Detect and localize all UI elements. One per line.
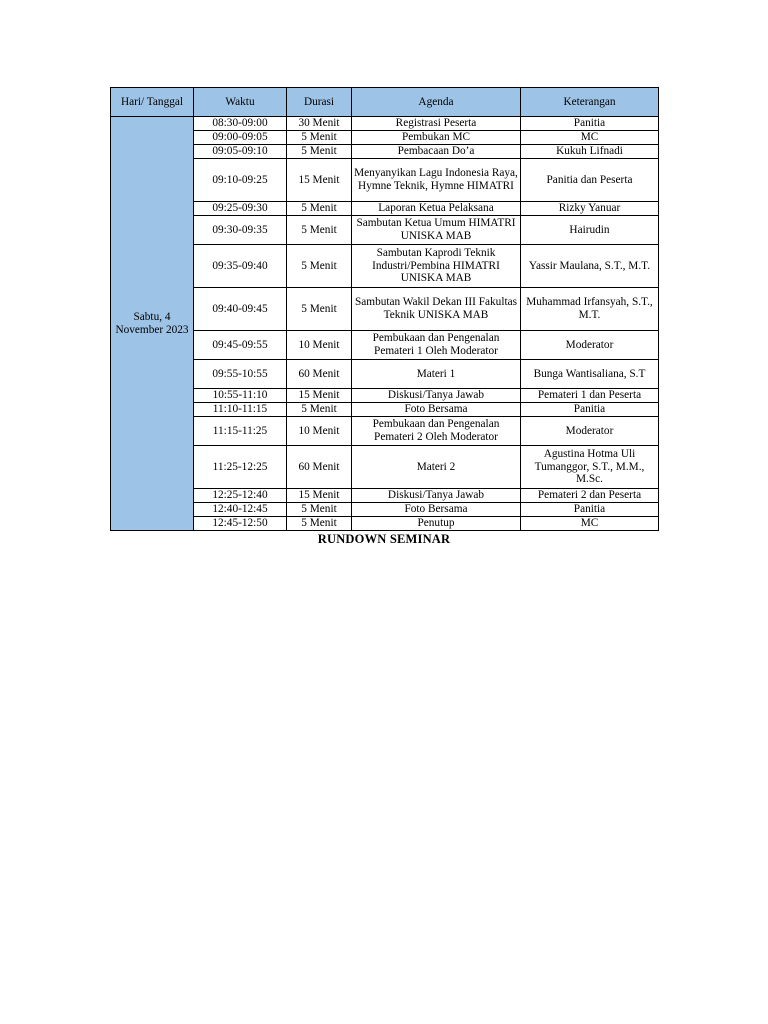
document-title: RUNDOWN SEMINAR xyxy=(317,532,451,546)
cell-waktu: 09:40-09:45 xyxy=(194,288,287,331)
header-hari-tanggal: Hari/ Tanggal xyxy=(111,88,194,117)
cell-waktu: 12:45-12:50 xyxy=(194,517,287,531)
cell-keterangan: Bunga Wantisaliana, S.T xyxy=(521,360,659,389)
cell-waktu: 10:55-11:10 xyxy=(194,389,287,403)
cell-durasi: 5 Menit xyxy=(287,216,352,245)
table-row xyxy=(111,517,659,531)
cell-waktu: 08:30-09:00 xyxy=(194,117,287,131)
cell-waktu: 09:45-09:55 xyxy=(194,331,287,360)
table-row xyxy=(111,131,659,145)
cell-waktu: 09:05-09:10 xyxy=(194,145,287,159)
cell-durasi: 60 Menit xyxy=(287,360,352,389)
table-row xyxy=(111,202,659,216)
cell-durasi: 15 Menit xyxy=(287,489,352,503)
cell-agenda: Pembacaan Do’a xyxy=(352,145,521,159)
cell-agenda: Sambutan Ketua Umum HIMATRI UNISKA MAB xyxy=(352,216,521,245)
cell-durasi: 5 Menit xyxy=(287,403,352,417)
cell-agenda: Materi 1 xyxy=(352,360,521,389)
cell-agenda: Laporan Ketua Pelaksana xyxy=(352,202,521,216)
table-row xyxy=(111,417,659,446)
cell-durasi: 5 Menit xyxy=(287,131,352,145)
cell-agenda: Diskusi/Tanya Jawab xyxy=(352,489,521,503)
cell-waktu: 12:40-12:45 xyxy=(194,503,287,517)
cell-agenda: Diskusi/Tanya Jawab xyxy=(352,389,521,403)
cell-waktu: 11:10-11:15 xyxy=(194,403,287,417)
cell-agenda: Sambutan Wakil Dekan III Fakultas Teknik UNISKA MAB xyxy=(352,288,521,331)
cell-keterangan: Panitia xyxy=(521,403,659,417)
table-row xyxy=(111,331,659,360)
cell-keterangan: Kukuh Lifnadi xyxy=(521,145,659,159)
cell-keterangan: Pemateri 1 dan Peserta xyxy=(521,389,659,403)
cell-agenda: Materi 2 xyxy=(352,446,521,489)
table-row xyxy=(111,389,659,403)
cell-keterangan: Panitia dan Peserta xyxy=(521,159,659,202)
table-row xyxy=(111,489,659,503)
cell-agenda: Penutup xyxy=(352,517,521,531)
cell-durasi: 60 Menit xyxy=(287,446,352,489)
cell-durasi: 10 Menit xyxy=(287,331,352,360)
date-text: Sabtu, 4 November 2023 xyxy=(115,310,189,336)
cell-keterangan: Panitia xyxy=(521,117,659,131)
cell-waktu: 09:10-09:25 xyxy=(194,159,287,202)
cell-keterangan: Panitia xyxy=(521,503,659,517)
table-row xyxy=(111,403,659,417)
cell-durasi: 5 Menit xyxy=(287,145,352,159)
cell-waktu: 09:25-09:30 xyxy=(194,202,287,216)
cell-keterangan: MC xyxy=(521,131,659,145)
cell-waktu: 09:30-09:35 xyxy=(194,216,287,245)
cell-agenda: Foto Bersama xyxy=(352,403,521,417)
cell-agenda: Menyanyikan Lagu Indonesia Raya, Hymne Teknik, Hymne HIMATRI xyxy=(352,159,521,202)
cell-waktu: 11:25-12:25 xyxy=(194,446,287,489)
cell-agenda: Foto Bersama xyxy=(352,503,521,517)
table-row xyxy=(111,288,659,331)
header-keterangan: Keterangan xyxy=(521,88,659,117)
cell-agenda: Pembukaan dan Pengenalan Pemateri 2 Oleh Moderator xyxy=(352,417,521,446)
cell-agenda: Registrasi Peserta xyxy=(352,117,521,131)
cell-agenda: Pembukan MC xyxy=(352,131,521,145)
cell-keterangan: Yassir Maulana, S.T., M.T. xyxy=(521,245,659,288)
table-row xyxy=(111,360,659,389)
header-durasi: Durasi xyxy=(287,88,352,117)
cell-durasi: 10 Menit xyxy=(287,417,352,446)
table-row xyxy=(111,503,659,517)
document-page xyxy=(110,87,658,547)
cell-waktu: 11:15-11:25 xyxy=(194,417,287,446)
cell-waktu: 09:00-09:05 xyxy=(194,131,287,145)
cell-keterangan: Rizky Yanuar xyxy=(521,202,659,216)
cell-keterangan: MC xyxy=(521,517,659,531)
cell-durasi: 5 Menit xyxy=(287,288,352,331)
cell-durasi: 5 Menit xyxy=(287,503,352,517)
table-row xyxy=(111,117,659,131)
table-row xyxy=(111,159,659,202)
table-row xyxy=(111,245,659,288)
cell-keterangan: Moderator xyxy=(521,331,659,360)
rundown-table xyxy=(110,87,659,531)
table-row xyxy=(111,446,659,489)
cell-keterangan: Agustina Hotma Uli Tumanggor, S.T., M.M., M.Sc. xyxy=(521,446,659,489)
table-body xyxy=(111,117,659,531)
header-agenda: Agenda xyxy=(352,88,521,117)
cell-agenda: Sambutan Kaprodi Teknik Industri/Pembina HIMATRI UNISKA MAB xyxy=(352,245,521,288)
table-header-row xyxy=(111,88,659,117)
table-row xyxy=(111,145,659,159)
cell-durasi: 5 Menit xyxy=(287,517,352,531)
date-cell xyxy=(111,117,194,531)
cell-waktu: 12:25-12:40 xyxy=(194,489,287,503)
cell-durasi: 5 Menit xyxy=(287,202,352,216)
cell-agenda: Pembukaan dan Pengenalan Pemateri 1 Oleh Moderator xyxy=(352,331,521,360)
cell-keterangan: Hairudin xyxy=(521,216,659,245)
cell-durasi: 30 Menit xyxy=(287,117,352,131)
cell-keterangan: Moderator xyxy=(521,417,659,446)
cell-waktu: 09:55-10:55 xyxy=(194,360,287,389)
table-row xyxy=(111,216,659,245)
cell-durasi: 15 Menit xyxy=(287,159,352,202)
cell-keterangan: Muhammad Irfansyah, S.T., M.T. xyxy=(521,288,659,331)
cell-keterangan: Pemateri 2 dan Peserta xyxy=(521,489,659,503)
cell-durasi: 15 Menit xyxy=(287,389,352,403)
header-waktu: Waktu xyxy=(194,88,287,117)
cell-durasi: 5 Menit xyxy=(287,245,352,288)
cell-waktu: 09:35-09:40 xyxy=(194,245,287,288)
